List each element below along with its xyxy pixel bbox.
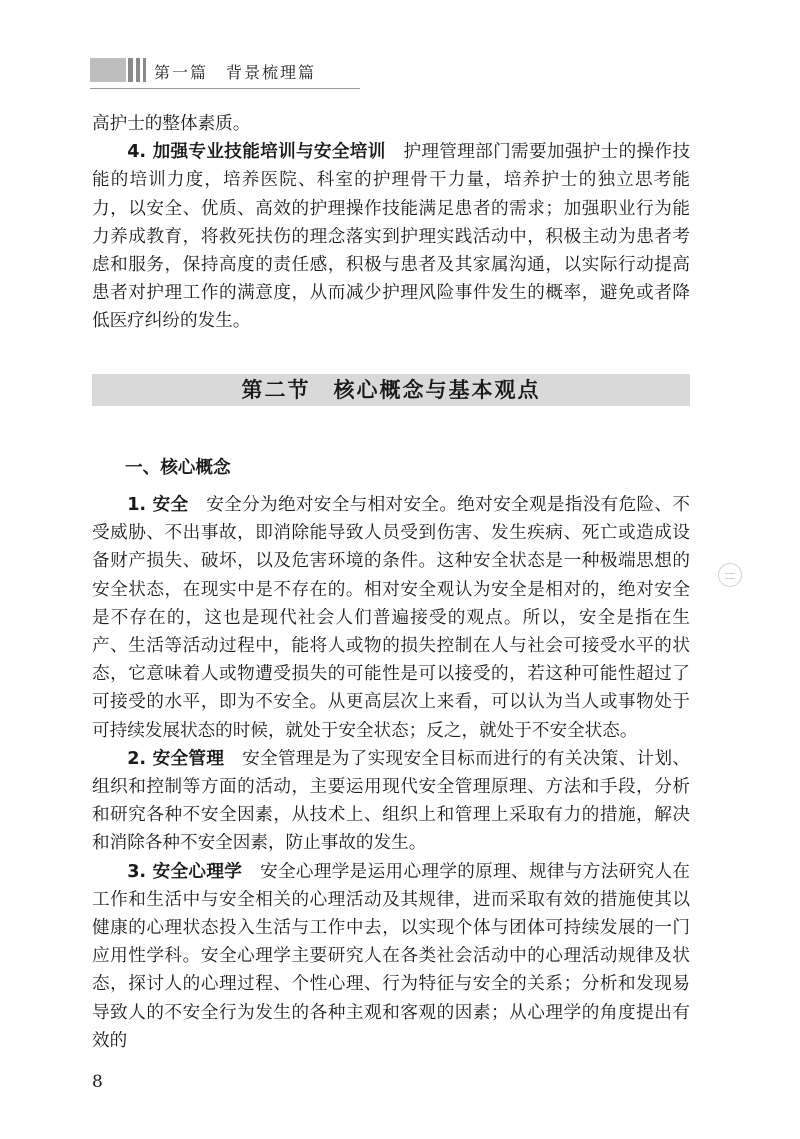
header-bar	[136, 58, 140, 82]
concept-paragraph-safety-psychology	[92, 858, 690, 1055]
concept-text: 安全心理学是运用心理学的原理、规律与方法研究人在工作和生活中与安全相关的心理活动及其规律，进而采取有效的措施使其以健康的心理状态投入生活与工作中去，以实现个体与团体可持续发展的一门应用性学科。安全心理学主要研究人在各类社会活动中的心理活动规律及状态，探讨人的心理过程、个性心理、行为特征与安全的关系；分析和发现易导致人的不安全行为发生的各种主观和客观的因素；从心理学的角度提出有效的	[92, 861, 690, 1051]
concept-heading: 2. 安全管理	[127, 748, 225, 769]
header-rule	[90, 88, 360, 89]
page-number: 8	[92, 1072, 103, 1092]
top-text-block	[92, 110, 690, 336]
concept-paragraph-safety-management	[92, 745, 690, 858]
watermark-seal-icon	[718, 563, 742, 587]
concept-text: 安全分为绝对安全与相对安全。绝对安全观是指没有危险、不受威胁、不出事故，即消除能导致人员受到伤害、发生疾病、死亡或造成设备财产损失、破坏，以及危害环境的条件。这种安全状态是一种极端思想的安全状态，在现实中是不存在的。相对安全观认为安全是相对的，绝对安全是不存在的，这也是现代社会人们普遍接受的观点。所以，安全是指在生产、生活等活动过程中，能将人或物的损失控制在人与社会可接受水平的状态，它意味着人或物遭受损失的可能性是可以接受的，若这种可能性超过了可接受的水平，即为不安全。从更高层次上来看，可以认为当人或事物处于可持续发展状态的时候，就处于安全状态；反之，就处于不安全状态。	[92, 495, 690, 741]
header-bar	[128, 58, 133, 82]
concepts-text-block	[92, 491, 690, 1055]
concept-paragraph-safety	[92, 491, 690, 745]
concept-text: 安全管理是为了实现安全目标而进行的有关决策、计划、组织和控制等方面的活动，主要运用现代安全管理原理、方法和手段，分析和研究各种不安全因素，从技术上、组织上和管理上采取有力的措施，解决和消除各种不安全因素，防止事故的发生。	[92, 748, 690, 854]
running-title: 第一篇 背景梳理篇	[154, 63, 317, 82]
section-title-band: 第二节 核心概念与基本观点	[92, 374, 690, 406]
item-4-text: 护理管理部门需要加强护士的操作技能的培训力度，培养医院、科室的护理骨干力量，培养护士的独立思考能力，以安全、优质、高效的护理操作技能满足患者的需求；加强职业行为能力养成教育，将救死扶伤的理念落实到护理实践活动中，积极主动为患者考虑和服务，保持高度的责任感，积极与患者及其家属沟通，以实际行动提高患者对护理工作的满意度，从而减少护理风险事件发生的概率，避免或者降低医疗纠纷的发生。	[92, 142, 690, 332]
subsection-heading: 一、核心概念	[125, 458, 231, 478]
item-4-heading: 4. 加强专业技能培训与安全培训	[127, 142, 386, 163]
header-bar	[143, 58, 146, 82]
running-header	[90, 58, 330, 84]
item-4-paragraph	[92, 138, 690, 335]
header-gray-block	[90, 58, 126, 82]
concept-heading: 1. 安全	[127, 495, 189, 515]
continuation-paragraph: 高护士的整体素质。	[92, 114, 251, 134]
concept-heading: 3. 安全心理学	[127, 861, 243, 882]
